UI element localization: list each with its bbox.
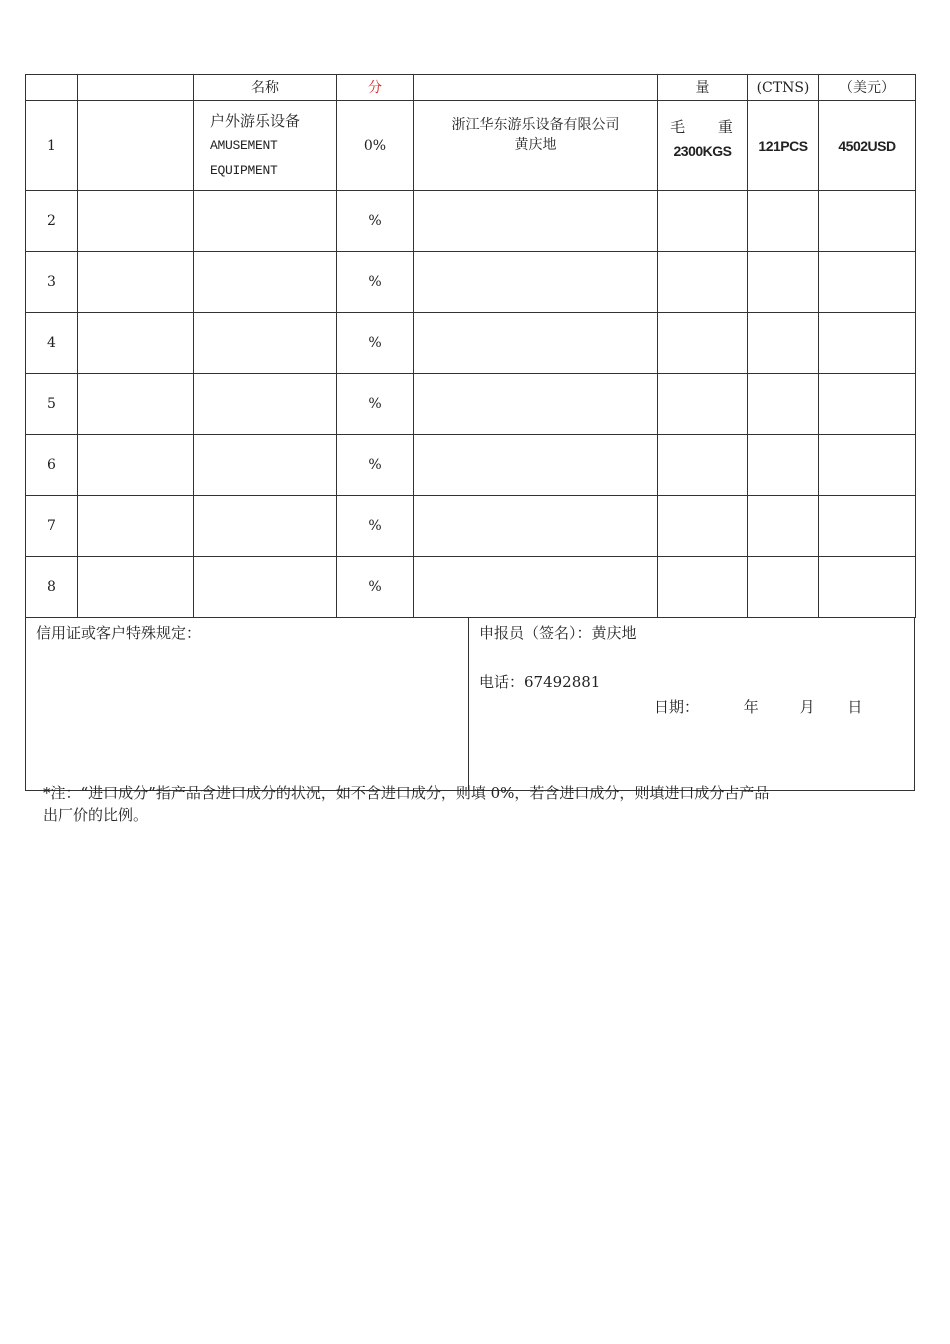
declarant-phone: 电话：67492881 bbox=[479, 673, 601, 691]
table-row bbox=[26, 191, 916, 252]
manufacturer-cell bbox=[414, 101, 658, 191]
goods-value bbox=[819, 252, 916, 313]
product-name-en-line1: AMUSEMENT bbox=[210, 137, 278, 153]
footnote-line1: *注：“进口成分”指产品含进口成分的状况，如不含进口成分，则填 0%，若含进口成分，则填进口成分占产品 bbox=[43, 784, 770, 802]
table-row bbox=[26, 252, 916, 313]
import-percent: % bbox=[337, 313, 414, 374]
row-index: 8 bbox=[26, 557, 78, 618]
date-day: 日 bbox=[847, 698, 863, 716]
manufacturer-cell bbox=[414, 374, 658, 435]
header-cell-index bbox=[26, 75, 78, 101]
import-percent: % bbox=[337, 557, 414, 618]
date-month: 月 bbox=[799, 698, 815, 716]
product-name-cell bbox=[194, 557, 337, 618]
table-row bbox=[26, 101, 916, 191]
table-row bbox=[26, 496, 916, 557]
row-index: 5 bbox=[26, 374, 78, 435]
weight-cell bbox=[658, 435, 748, 496]
manufacturer-cell bbox=[414, 252, 658, 313]
import-percent: 0% bbox=[337, 101, 414, 191]
header-cell-manufacturer bbox=[414, 75, 658, 101]
carton-quantity bbox=[748, 252, 819, 313]
manufacturer-cell bbox=[414, 435, 658, 496]
weight-value: 2300KGS bbox=[673, 143, 732, 159]
row-code-cell bbox=[78, 496, 194, 557]
import-percent: % bbox=[337, 496, 414, 557]
goods-value: 4502USD bbox=[819, 101, 916, 191]
weight-cell bbox=[658, 374, 748, 435]
manufacturer-name: 浙江华东游乐设备有限公司 bbox=[451, 117, 620, 133]
declarant-box bbox=[469, 618, 914, 790]
form-footer bbox=[25, 618, 915, 791]
goods-value bbox=[819, 435, 916, 496]
declaration-form bbox=[25, 74, 915, 791]
row-code-cell bbox=[78, 191, 194, 252]
table-row bbox=[26, 374, 916, 435]
row-code-cell bbox=[78, 374, 194, 435]
weight-cell bbox=[658, 191, 748, 252]
weight-label: 毛 重 bbox=[670, 118, 747, 136]
product-name-cell bbox=[194, 496, 337, 557]
manufacturer-cell bbox=[414, 496, 658, 557]
table-row bbox=[26, 313, 916, 374]
header-cell-value: （美元） bbox=[819, 75, 916, 101]
manufacturer-cell bbox=[414, 557, 658, 618]
manufacturer-contact: 黄庆地 bbox=[514, 137, 557, 153]
carton-quantity bbox=[748, 374, 819, 435]
product-name-cn: 户外游乐设备 bbox=[210, 111, 301, 130]
row-code-cell bbox=[78, 101, 194, 191]
header-cell-quantity: 量 bbox=[658, 75, 748, 101]
row-index: 4 bbox=[26, 313, 78, 374]
row-index: 3 bbox=[26, 252, 78, 313]
import-percent: % bbox=[337, 252, 414, 313]
table-row bbox=[26, 557, 916, 618]
table-row bbox=[26, 435, 916, 496]
date-line bbox=[654, 696, 862, 717]
goods-table bbox=[25, 74, 916, 618]
row-code-cell bbox=[78, 313, 194, 374]
row-index: 1 bbox=[26, 101, 78, 191]
header-cell-import-component: 分 bbox=[337, 75, 414, 101]
weight-cell bbox=[658, 557, 748, 618]
goods-value bbox=[819, 191, 916, 252]
table-header-row bbox=[26, 75, 916, 101]
special-terms-label: 信用证或客户特殊规定： bbox=[36, 624, 202, 642]
manufacturer-cell bbox=[414, 191, 658, 252]
carton-quantity bbox=[748, 557, 819, 618]
weight-cell bbox=[658, 252, 748, 313]
footnote bbox=[43, 782, 883, 826]
row-index: 7 bbox=[26, 496, 78, 557]
manufacturer-cell bbox=[414, 313, 658, 374]
special-terms-box bbox=[26, 618, 469, 790]
declarant-signature: 申报员（签名）：黄庆地 bbox=[479, 624, 637, 642]
row-index: 6 bbox=[26, 435, 78, 496]
weight-cell bbox=[658, 313, 748, 374]
product-name-cell bbox=[194, 313, 337, 374]
goods-value bbox=[819, 374, 916, 435]
row-code-cell bbox=[78, 252, 194, 313]
carton-quantity bbox=[748, 313, 819, 374]
product-name-cell bbox=[194, 435, 337, 496]
header-cell-cartons: (CTNS) bbox=[748, 75, 819, 101]
carton-quantity: 121PCS bbox=[748, 101, 819, 191]
weight-cell bbox=[658, 496, 748, 557]
product-name-cell bbox=[194, 252, 337, 313]
product-name-cell bbox=[194, 191, 337, 252]
row-code-cell bbox=[78, 557, 194, 618]
header-cell-code bbox=[78, 75, 194, 101]
row-index: 2 bbox=[26, 191, 78, 252]
date-label: 日期： bbox=[654, 698, 700, 716]
product-name-cell bbox=[194, 101, 337, 191]
import-percent: % bbox=[337, 191, 414, 252]
goods-value bbox=[819, 557, 916, 618]
product-name-en-line2: EQUIPMENT bbox=[210, 162, 278, 178]
row-code-cell bbox=[78, 435, 194, 496]
carton-quantity bbox=[748, 191, 819, 252]
goods-value bbox=[819, 496, 916, 557]
weight-cell bbox=[658, 101, 748, 191]
carton-quantity bbox=[748, 496, 819, 557]
import-percent: % bbox=[337, 374, 414, 435]
product-name-cell bbox=[194, 374, 337, 435]
header-cell-name: 名称 bbox=[194, 75, 337, 101]
carton-quantity bbox=[748, 435, 819, 496]
footnote-line2: 出厂价的比例。 bbox=[43, 806, 149, 824]
import-percent: % bbox=[337, 435, 414, 496]
date-year: 年 bbox=[743, 698, 759, 716]
goods-value bbox=[819, 313, 916, 374]
